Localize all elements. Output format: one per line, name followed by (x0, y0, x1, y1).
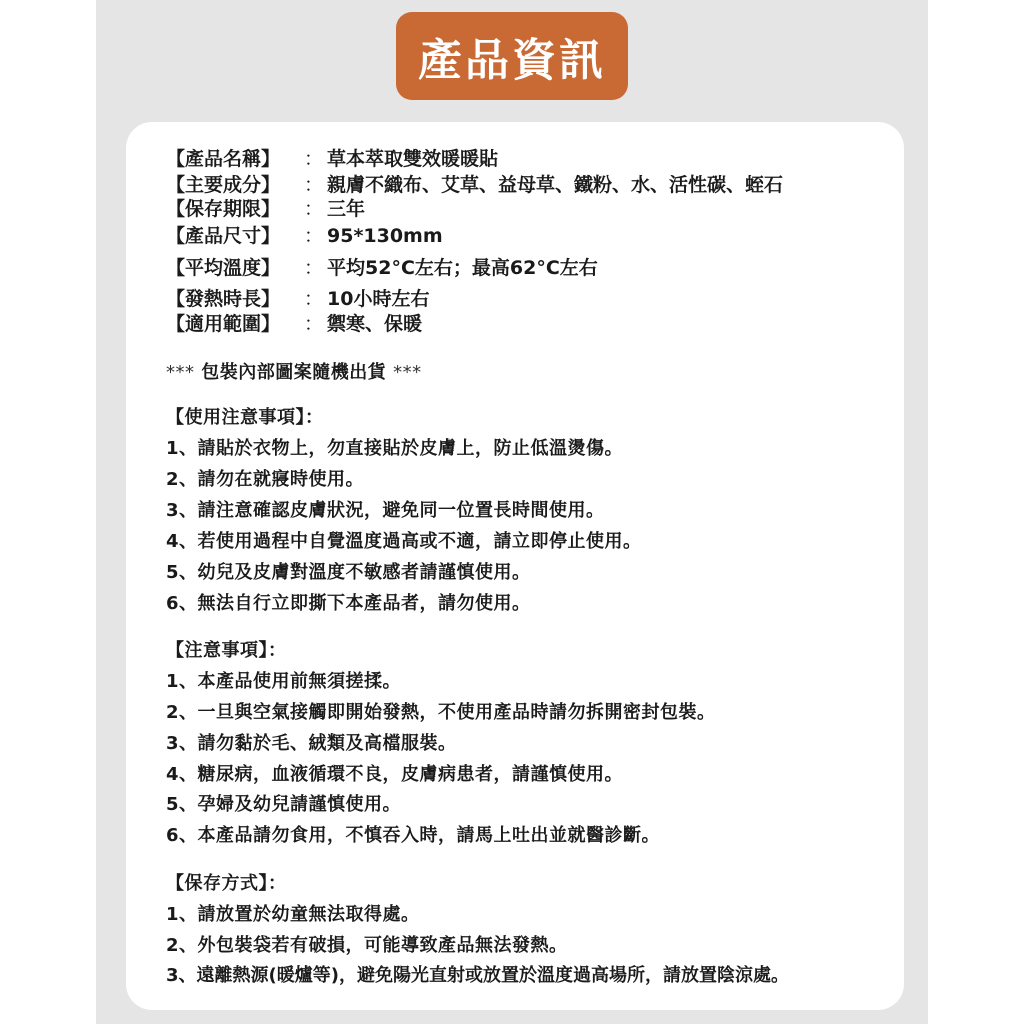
usage-heading: 【使用注意事項】： (166, 407, 324, 428)
spec-row-ingredients (166, 173, 783, 197)
caution-item: 3、請勿黏於毛、絨類及高檔服裝。 (166, 733, 457, 754)
spec-label: 【產品名稱】 (166, 148, 281, 170)
spec-separator: ： (304, 313, 324, 335)
note-stars: *** (166, 362, 195, 383)
note-stars: *** (393, 362, 422, 383)
usage-item: 5、幼兒及皮膚對溫度不敏感者請謹慎使用。 (166, 562, 531, 583)
spec-row-temperature (166, 256, 598, 280)
usage-item: 4、若使用過程中自覺溫度過高或不適，請立即停止使用。 (166, 531, 642, 552)
spec-row-usage (166, 312, 422, 336)
spec-value: 親膚不織布、艾草、益母草、鐵粉、水、活性碳、蛭石 (327, 174, 784, 196)
spec-separator: ： (304, 148, 324, 170)
page-title: 產品資訊 (418, 35, 606, 86)
spec-label: 【主要成分】 (166, 174, 281, 196)
caution-item: 6、本產品請勿食用，不慎吞入時，請馬上吐出並就醫診斷。 (166, 825, 661, 846)
usage-item: 6、無法自行立即撕下本產品者，請勿使用。 (166, 593, 531, 614)
spec-value: 三年 (327, 198, 366, 220)
caution-item: 2、一旦與空氣接觸即開始發熱，不使用產品時請勿拆開密封包裝。 (166, 702, 716, 723)
spec-row-duration (166, 287, 429, 311)
spec-row-name (166, 147, 498, 171)
spec-value: 10小時左右 (327, 288, 430, 310)
caution-item: 4、糖尿病，血液循環不良，皮膚病患者，請謹慎使用。 (166, 764, 624, 785)
storage-item: 3、遠離熱源(暖爐等)，避免陽光直射或放置於溫度過高場所，請放置陰涼處。 (166, 965, 789, 986)
spec-label: 【適用範圍】 (166, 313, 281, 335)
spec-separator: ： (304, 257, 324, 279)
caution-item: 1、本產品使用前無須搓揉。 (166, 671, 402, 692)
note-text: 包裝內部圖案隨機出貨 (201, 362, 387, 383)
spec-separator: ： (304, 225, 324, 247)
caution-item: 5、孕婦及幼兒請謹慎使用。 (166, 794, 402, 815)
spec-label: 【產品尺寸】 (166, 225, 281, 247)
caution-heading: 【注意事項】： (166, 640, 287, 661)
usage-item: 3、請注意確認皮膚狀況，避免同一位置長時間使用。 (166, 500, 605, 521)
spec-row-shelf-life (166, 197, 365, 221)
title-badge (396, 12, 628, 100)
usage-item: 1、請貼於衣物上，勿直接貼於皮膚上，防止低溫燙傷。 (166, 438, 624, 459)
spec-row-size (166, 224, 443, 248)
storage-heading: 【保存方式】： (166, 873, 287, 894)
spec-separator: ： (304, 174, 324, 196)
spec-label: 【平均溫度】 (166, 257, 281, 279)
spec-separator: ： (304, 198, 324, 220)
spec-separator: ： (304, 288, 324, 310)
spec-label: 【保存期限】 (166, 198, 281, 220)
packaging-note (166, 361, 422, 385)
spec-value: 平均52°C左右；最高62°C左右 (327, 257, 598, 279)
storage-item: 2、外包裝袋若有破損，可能導致產品無法發熱。 (166, 935, 568, 956)
spec-label: 【發熱時長】 (166, 288, 281, 310)
spec-value: 95*130mm (327, 225, 443, 247)
spec-value: 禦寒、保暖 (327, 313, 423, 335)
spec-value: 草本萃取雙效暖暖貼 (327, 148, 499, 170)
storage-item: 1、請放置於幼童無法取得處。 (166, 904, 420, 925)
usage-item: 2、請勿在就寢時使用。 (166, 469, 365, 490)
